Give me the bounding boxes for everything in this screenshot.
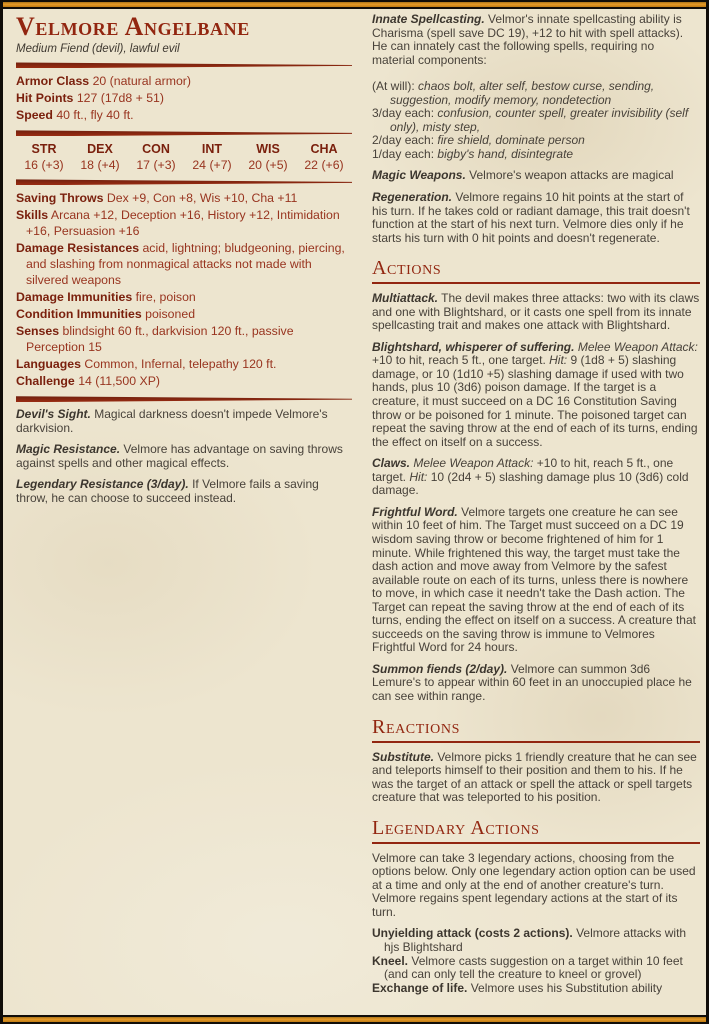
trait-legendary-resistance-name: Legendary Resistance (3/day). bbox=[16, 477, 189, 492]
languages-label: Languages bbox=[16, 357, 81, 372]
stat-block-columns bbox=[3, 0, 706, 1024]
ability-dex bbox=[72, 142, 128, 173]
senses-label: Senses bbox=[16, 324, 60, 339]
trait-magic-resistance-text: Velmore has advantage on saving throws against spells and other magical effects. bbox=[16, 442, 343, 470]
action-multiattack bbox=[372, 292, 700, 333]
legendary-action-kneel-name: Kneel. bbox=[372, 953, 409, 968]
ability-con-label: CON bbox=[142, 142, 170, 157]
top-border-bar bbox=[3, 0, 706, 9]
action-summon-fiends-name: Summon fiends (2/day). bbox=[372, 661, 508, 676]
spell-line-2day-prefix: 2/day each: bbox=[372, 133, 435, 148]
bottom-border-bar bbox=[3, 1015, 706, 1024]
tapered-divider bbox=[16, 396, 352, 402]
ability-con-value: 17 (+3) bbox=[136, 158, 176, 173]
trait-devils-sight-name: Devil's Sight. bbox=[16, 407, 91, 422]
challenge-value: 14 (11,500 XP) bbox=[78, 374, 160, 389]
action-claws bbox=[372, 457, 700, 498]
spell-line-1day bbox=[372, 148, 700, 162]
damage-resistances-label: Damage Resistances bbox=[16, 241, 140, 256]
action-frightful-word-text: Velmore targets one creature he can see within 10 feet of him. The Target must succeed on a DC 19 wisdom saving throw or become frightened of him for 1 minute. While frightened this way, the target must take the dash action and move away from Velmore by the safest available route on each of its turns, unless there is nowhere to move, in which case it needn't take the Dash action. The Target can repeat the saving throw at the end of each of its turns, ending the effect on itself on a success. A creature that succeeds on the saving throw is immune to Velmores Frightful Word for 24 hours. bbox=[372, 504, 696, 655]
skills-label: Skills bbox=[16, 208, 49, 223]
legendary-action-unyielding-attack-text: Velmore attacks with hjs Blightshard bbox=[384, 926, 687, 954]
trait-regeneration-name: Regeneration. bbox=[372, 190, 453, 205]
spell-line-at-will-spells: chaos bolt, alter self, bestow curse, sending, suggestion, modify memory, nondetection bbox=[390, 79, 655, 107]
damage-resistances-value: acid, lightning; bludgeoning, piercing, and slashing from nonmagical attacks not made with silvered weapons bbox=[26, 241, 345, 288]
speed-line bbox=[16, 108, 352, 124]
trait-devils-sight bbox=[16, 408, 352, 435]
armor-class-value: 20 (natural armor) bbox=[92, 74, 191, 89]
languages-line bbox=[16, 357, 352, 373]
legendary-action-unyielding-attack bbox=[372, 927, 700, 954]
trait-regeneration bbox=[372, 191, 700, 245]
hit-points-line bbox=[16, 91, 352, 107]
legendary-action-unyielding-attack-name: Unyielding attack (costs 2 actions). bbox=[372, 926, 573, 941]
hit-points-label: Hit Points bbox=[16, 91, 74, 106]
action-claws-attack-text: +10 to hit, reach 5 ft., one target. bbox=[372, 456, 674, 484]
saving-throws-line bbox=[16, 191, 352, 207]
right-column bbox=[372, 13, 700, 1024]
action-summon-fiends bbox=[372, 663, 700, 704]
creature-name: Velmore Angelbane bbox=[16, 12, 250, 41]
action-claws-hit-text: 10 (2d4 + 5) slashing damage plus 10 (3d6) cold damage. bbox=[372, 469, 689, 498]
armor-class-label: Armor Class bbox=[16, 74, 90, 89]
ability-int-label: INT bbox=[201, 142, 223, 157]
ability-wis-value: 20 (+5) bbox=[248, 158, 288, 173]
action-multiattack-name: Multiattack. bbox=[372, 291, 439, 306]
action-summon-fiends-text: Velmore can summon 3d6 Lemure's to appear within 60 feet in an unoccupied place he can see within range. bbox=[372, 661, 692, 703]
reaction-substitute bbox=[372, 751, 700, 805]
action-multiattack-text: The devil makes three attacks: two with its claws and one with Blightshard, or it casts one spell from its innate spellcasting trait and makes one attack with Blightshard. bbox=[372, 291, 700, 333]
damage-resistances-line bbox=[16, 241, 352, 289]
ability-int-value: 24 (+7) bbox=[192, 158, 232, 173]
ability-con bbox=[128, 142, 184, 173]
trait-magic-weapons-text: Velmore's weapon attacks are magical bbox=[469, 168, 674, 183]
action-claws-attack-label: Melee Weapon Attack: bbox=[413, 456, 534, 471]
ability-str-value: 16 (+3) bbox=[24, 158, 64, 173]
action-claws-hit-label: Hit: bbox=[409, 469, 428, 484]
challenge-line bbox=[16, 374, 352, 390]
senses-value: blindsight 60 ft., darkvision 120 ft., passive Perception 15 bbox=[26, 324, 294, 355]
trait-legendary-resistance bbox=[16, 478, 352, 505]
ability-wis bbox=[240, 142, 296, 173]
spell-line-3day bbox=[372, 107, 700, 134]
ability-score-table bbox=[16, 142, 352, 173]
legendary-actions-intro: Velmore can take 3 legendary actions, choosing from the options below. Only one legendary action option can be used at a time and only at the end of another creature's turn. Velmore regains spent legendary actions at the start of its turn. bbox=[372, 850, 696, 919]
trait-innate-spellcasting bbox=[372, 13, 700, 67]
action-frightful-word bbox=[372, 506, 700, 655]
spell-line-1day-prefix: 1/day each: bbox=[372, 146, 435, 161]
creature-type: Medium Fiend (devil), lawful evil bbox=[16, 43, 180, 56]
trait-innate-spellcasting-text: Velmor's innate spellcasting ability is Charisma (spell save DC 19), +12 to hit with spell attacks). He can innately cast the following spells, requiring no material components: bbox=[372, 12, 684, 67]
ability-cha bbox=[296, 142, 352, 173]
reactions-section-heading: Reactions bbox=[372, 716, 700, 743]
left-column bbox=[16, 13, 352, 1024]
legendary-actions-list bbox=[372, 927, 700, 995]
legendary-action-exchange-of-life-name: Exchange of life. bbox=[372, 980, 468, 995]
spell-line-3day-prefix: 3/day each: bbox=[372, 106, 435, 121]
legendary-actions-section-heading: Legendary Actions bbox=[372, 817, 700, 844]
trait-magic-resistance bbox=[16, 443, 352, 470]
spell-line-2day bbox=[372, 134, 700, 148]
trait-legendary-resistance-text: If Velmore fails a saving throw, he can choose to succeed instead. bbox=[16, 477, 319, 505]
ability-cha-label: CHA bbox=[310, 142, 338, 157]
armor-class-line bbox=[16, 74, 352, 90]
challenge-label: Challenge bbox=[16, 374, 75, 389]
action-blightshard bbox=[372, 341, 700, 449]
tapered-divider bbox=[16, 179, 352, 185]
legendary-action-exchange-of-life-text: Velmore uses his Substitution ability bbox=[470, 980, 663, 995]
skills-line bbox=[16, 208, 352, 240]
trait-devils-sight-text: Magical darkness doesn't impede Velmore's darkvision. bbox=[16, 407, 328, 435]
senses-line bbox=[16, 324, 352, 356]
action-claws-name: Claws. bbox=[372, 456, 411, 471]
ability-dex-label: DEX bbox=[87, 142, 113, 157]
languages-value: Common, Infernal, telepathy 120 ft. bbox=[84, 357, 277, 372]
condition-immunities-line bbox=[16, 307, 352, 323]
damage-immunities-value: fire, poison bbox=[135, 290, 196, 305]
tapered-divider bbox=[16, 130, 352, 136]
saving-throws-value: Dex +9, Con +8, Wis +10, Cha +11 bbox=[106, 191, 298, 206]
action-blightshard-hit-label: Hit: bbox=[549, 353, 568, 368]
legendary-action-kneel bbox=[372, 955, 700, 982]
action-blightshard-hit-text: 9 (1d8 + 5) slashing damage, or 10 (1d10 +5) slashing damage if used with two hands, plus 10 (3d6) poison damage. If the target is a creature, it must succeed on a DC 16 Constitution Saving throw or be poisoned for 1 minute. The poisoned target can repeat the saving throw at the end of each of its turns, ending the effect on itself on a success. bbox=[372, 353, 698, 449]
tapered-divider bbox=[16, 62, 352, 68]
spell-line-3day-spells: confusion, counter spell, greater invisibility (self only), misty step, bbox=[390, 106, 689, 134]
trait-magic-weapons-name: Magic Weapons. bbox=[372, 168, 466, 183]
trait-magic-weapons bbox=[372, 169, 700, 183]
trait-innate-spellcasting-name: Innate Spellcasting. bbox=[372, 12, 485, 26]
action-blightshard-attack-text: +10 to hit, reach 5 ft., one target. bbox=[372, 353, 546, 368]
spell-line-1day-spells: bigby's hand, disintegrate bbox=[437, 146, 574, 161]
skills-value: Arcana +12, Deception +16, History +12, Intimidation +16, Persuasion +16 bbox=[26, 208, 340, 239]
condition-immunities-label: Condition Immunities bbox=[16, 307, 142, 322]
action-blightshard-name: Blightshard, whisperer of suffering. bbox=[372, 339, 575, 354]
saving-throws-label: Saving Throws bbox=[16, 191, 104, 206]
action-blightshard-attack-label: Melee Weapon Attack: bbox=[577, 339, 698, 354]
actions-section-heading: Actions bbox=[372, 257, 700, 284]
condition-immunities-value: poisoned bbox=[145, 307, 196, 322]
speed-value: 40 ft., fly 40 ft. bbox=[56, 108, 134, 123]
ability-dex-value: 18 (+4) bbox=[80, 158, 120, 173]
ability-cha-value: 22 (+6) bbox=[304, 158, 344, 173]
hit-points-value: 127 (17d8 + 51) bbox=[76, 91, 164, 106]
damage-immunities-line bbox=[16, 290, 352, 306]
trait-regeneration-text: Velmore regains 10 hit points at the start of his turn. If he takes cold or radiant damage, this trait doesn't function at the start of his next turn. Velmore dies only if he starts his turn with 0 hit points and doesn't regenerate. bbox=[372, 190, 690, 245]
spell-line-at-will bbox=[372, 80, 700, 107]
reaction-substitute-text: Velmore picks 1 friendly creature that he can see and teleports himself to their position and them to his. If he was the target of an attack or spell the attack or spell targets creature that was teleported to his position. bbox=[372, 749, 697, 805]
damage-immunities-label: Damage Immunities bbox=[16, 290, 133, 305]
legendary-action-exchange-of-life bbox=[372, 982, 700, 996]
action-frightful-word-name: Frightful Word. bbox=[372, 504, 458, 519]
ability-str bbox=[16, 142, 72, 173]
ability-wis-label: WIS bbox=[256, 142, 280, 157]
spell-line-2day-spells: fire shield, dominate person bbox=[437, 133, 585, 148]
ability-str-label: STR bbox=[31, 142, 57, 157]
legendary-action-kneel-text: Velmore casts suggestion on a target within 10 feet (and can only tell the creature to kneel or grovel) bbox=[384, 953, 683, 982]
reaction-substitute-name: Substitute. bbox=[372, 749, 434, 764]
trait-magic-resistance-name: Magic Resistance. bbox=[16, 442, 121, 457]
innate-spell-list bbox=[372, 80, 700, 161]
spell-line-at-will-prefix: (At will): bbox=[372, 79, 415, 94]
speed-label: Speed bbox=[16, 108, 53, 123]
ability-int bbox=[184, 142, 240, 173]
